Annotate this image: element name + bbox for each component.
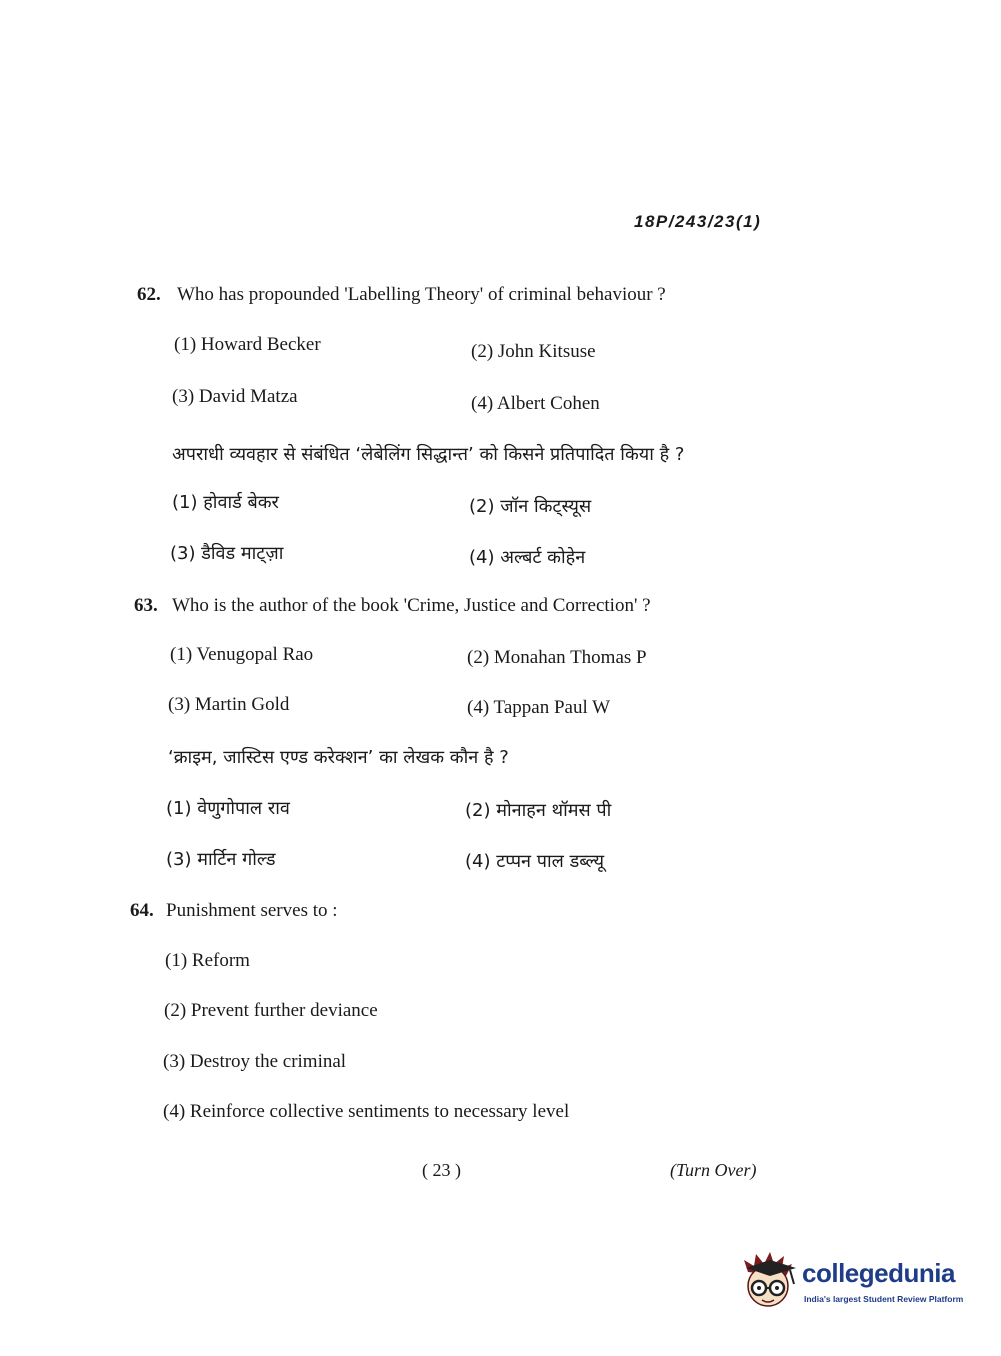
option-en-2: (2) John Kitsuse [471, 341, 596, 362]
option-hi-1: (1) होवार्ड बेकर [172, 492, 279, 513]
mascot-icon [740, 1250, 800, 1312]
paper-code: 18P/243/23(1) [634, 212, 762, 231]
question-number: 64. [130, 900, 154, 921]
option-hi-3: (3) डैविड माट्ज़ा [170, 543, 284, 564]
option-en-1: (1) Venugopal Rao [170, 644, 314, 665]
option-hi-2: (2) मोनाहन थॉमस पी [465, 800, 612, 821]
question-text-en: Punishment serves to : [166, 900, 338, 921]
question-text-en: Who is the author of the book 'Crime, Justice and Correction' ? [172, 595, 651, 616]
option-en-1: (1) Reform [165, 950, 250, 971]
brand-name: collegedunia [802, 1258, 955, 1288]
option-en-4: (4) Tappan Paul W [467, 697, 611, 718]
option-en-3: (3) Martin Gold [168, 694, 290, 715]
question-number: 62. [137, 284, 161, 305]
option-hi-2: (2) जॉन किट्स्यूस [469, 496, 592, 517]
brand-tagline: India's largest Student Review Platform [804, 1294, 964, 1304]
question-text-hi: अपराधी व्यवहार से संबंधित ‘लेबेलिंग सिद्धान्त’ को किसने प्रतिपादित किया है ? [172, 444, 685, 465]
question-text-en: Who has propounded 'Labelling Theory' of criminal behaviour ? [177, 284, 666, 305]
turn-over-label: (Turn Over) [670, 1160, 757, 1180]
option-en-2: (2) Prevent further deviance [164, 1000, 378, 1021]
option-en-2: (2) Monahan Thomas P [467, 647, 647, 668]
option-hi-4: (4) अल्बर्ट कोहेन [469, 547, 586, 568]
option-hi-3: (3) मार्टिन गोल्ड [166, 849, 276, 870]
option-en-1: (1) Howard Becker [174, 334, 321, 355]
option-en-4: (4) Reinforce collective sentiments to necessary level [163, 1101, 570, 1122]
question-text-hi: ‘क्राइम, जास्टिस एण्ड करेक्शन’ का लेखक कौन है ? [168, 747, 509, 768]
page-number: ( 23 ) [422, 1160, 461, 1180]
question-number: 63. [134, 595, 158, 616]
collegedunia-watermark [740, 1250, 980, 1320]
option-en-3: (3) David Matza [172, 386, 298, 407]
option-en-4: (4) Albert Cohen [471, 393, 600, 414]
option-en-3: (3) Destroy the criminal [163, 1051, 347, 1072]
option-hi-1: (1) वेणुगोपाल राव [166, 798, 290, 819]
option-hi-4: (4) टप्पन पाल डब्ल्यू [465, 851, 605, 872]
